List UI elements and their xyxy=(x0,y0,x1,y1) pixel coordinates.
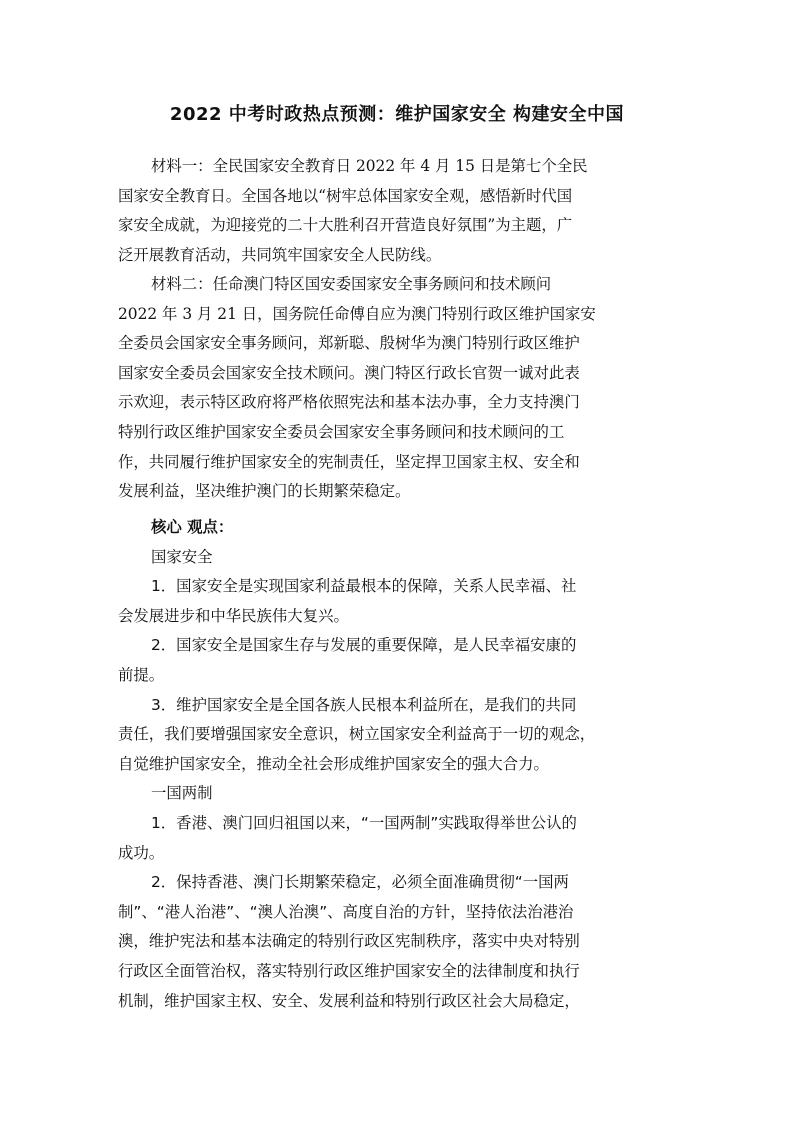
list-item-line: 2．保持香港、澳门长期繁荣稳定，必须全面准确贯彻“一国两 xyxy=(151,873,569,892)
material-1-line: 家安全成就，为迎接党的二十大胜利召开营造良好氛围”为主题，广 xyxy=(118,216,573,235)
core-heading: 核心 观点： xyxy=(151,518,234,536)
material-1-line: 国家安全教育日。全国各地以“树牢总体国家安全观，感悟新时代国 xyxy=(118,186,573,205)
list-item-line: 2．国家安全是国家生存与发展的重要保障，是人民幸福安康的 xyxy=(151,636,577,655)
section-title: 国家安全 xyxy=(151,547,213,566)
material-1-paragraph xyxy=(118,152,674,270)
material-2-line: 国家安全委员会国家安全技术顾问。澳门特区行政长官贺一诚对此表 xyxy=(118,363,580,382)
material-2-line: 特别行政区维护国家安全委员会国家安全事务顾问和技术顾问的工 xyxy=(118,422,565,441)
material-1-line: 泛开展教育活动，共同筑牢国家安全人民防线。 xyxy=(118,245,442,264)
list-item-line: 1．香港、澳门回归祖国以来，“一国两制”实践取得举世公认的 xyxy=(151,813,577,832)
list-item-line: 澳，维护宪法和基本法确定的特别行政区宪制秩序，落实中央对特别 xyxy=(118,932,580,951)
list-item-line: 自觉维护国家安全，推动全社会形成维护国家安全的强大合力。 xyxy=(118,754,549,773)
section-title: 一国两制 xyxy=(151,784,213,803)
list-item-line: 行政区全面管治权，落实特别行政区维护国家安全的法律制度和执行 xyxy=(118,961,580,980)
material-2-line: 全委员会国家安全事务顾问，郑新聪、殷树华为澳门特别行政区维护 xyxy=(118,334,580,353)
list-item-line: 制”、“港人治港”、“澳人治澳”、高度自治的方针，坚持依法治港治 xyxy=(118,902,574,921)
list-item-line: 责任，我们要增强国家安全意识，树立国家安全利益高于一切的观念， xyxy=(118,725,596,744)
core-viewpoints xyxy=(118,513,674,1016)
list-item-line: 成功。 xyxy=(118,843,165,862)
material-2-line: 示欢迎，表示特区政府将严格依照宪法和基本法办事，全力支持澳门 xyxy=(118,393,580,412)
list-item-line: 前提。 xyxy=(118,665,165,684)
list-item-line: 机制，维护国家主权、安全、发展利益和特别行政区社会大局稳定， xyxy=(118,991,580,1010)
list-item-line: 3．维护国家安全是全国各族人民根本利益所在，是我们的共同 xyxy=(151,695,577,714)
material-2-paragraph xyxy=(118,270,674,507)
list-item-line: 1．国家安全是实现国家利益最根本的保障，关系人民幸福、社 xyxy=(151,577,577,596)
document-title: 2022 中考时政热点预测：维护国家安全 构建安全中国 xyxy=(169,104,625,125)
material-2-line: 材料二：任命澳门特区国安委国家安全事务顾问和技术顾问 xyxy=(151,275,552,293)
list-item-line: 会发展进步和中华民族伟大复兴。 xyxy=(118,606,349,625)
material-1-line: 材料一：全民国家安全教育日 2022 年 4 月 15 日是第七个全民 xyxy=(151,157,588,175)
material-2-line: 2022 年 3 月 21 日，国务院任命傅自应为澳门特别行政区维护国家安 xyxy=(118,304,596,323)
material-2-line: 作，共同履行维护国家安全的宪制责任，坚定捍卫国家主权、安全和 xyxy=(118,452,580,471)
material-2-line: 发展利益，坚决维护澳门的长期繁荣稳定。 xyxy=(118,482,411,501)
